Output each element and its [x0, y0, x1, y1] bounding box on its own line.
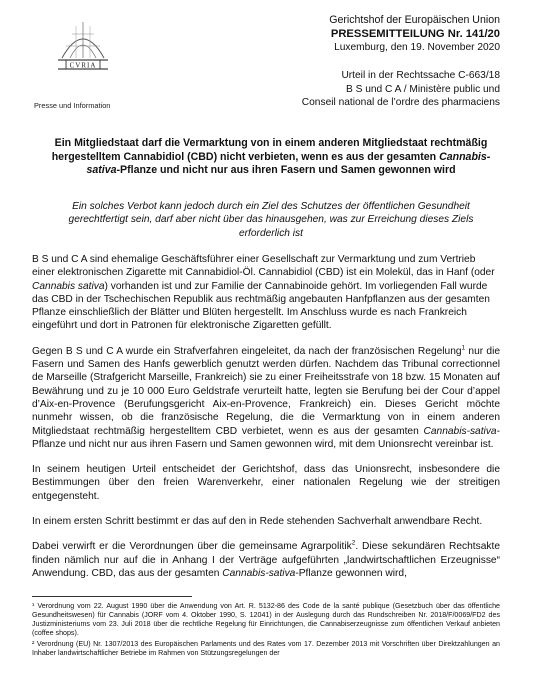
paragraph-2: Gegen B S und C A wurde ein Strafverfahren eingeleitet, da nach der französischen Regelung$^1$ nur die Fasern und Samen des Hanfs gewerblich genutzt werden dürfen. Nachdem das Tribunal correctionnel de Marseille (Strafgericht Marseille, Frankreich) sie zu einer Freiheitsstrafe von 18 bzw. 15 Monaten auf Bewährung und zu je 10 000 Euro Geldstrafe verurteilt hatte, legten sie Berufung bei der Cour d’appel d’Aix-en-Provence (Berufungsgericht Aix-en-Provence, Frankreich) ein. Dieses Gericht möchte nunmehr wissen, ob die französische Regelung, die die Vermarktung von in einem anderen Mitgliedstaat rechtmäßig hergestelltem CBD verbietet, wenn es aus der gesamten Cannabis-sativa-Pflanze und nicht nur aus ihren Fasern und Samen gewonnen wird, mit dem Unionsrecht vereinbar ist. — [32, 344, 500, 450]
headline: Ein Mitgliedstaat darf die Vermarktung von in einem anderen Mitgliedstaat rechtmäßig hergestelltem Cannabidiol (CBD) nicht verbieten, wenn es aus der gesamten Cannabis-sativa-Pflanze und nicht nur aus ihren Fasern und Samen gewonnen wird — [51, 137, 491, 177]
date-line: Luxemburg, den 19. November 2020 — [334, 42, 500, 53]
press-office-label: Presse und Information — [34, 101, 111, 110]
paragraph-3: In seinem heutigen Urteil entscheidet der Gerichtshof, dass das Unionsrecht, insbesondere die Bestimmungen über den freien Warenverkehr, einer nationalen Regelung wie der streitigen entgegensteht. — [32, 464, 500, 502]
footnote-1: ¹ Verordnung vom 22. August 1990 über die Anwendung von Art. R. 5132-86 des Code de la santé publique (Gesetzbuch über das öffentliche Gesundheitswesen) für Cannabis (JORF vom 4. Oktober 1990, S. 12041) in der Auslegung durch das Rundschreiben Nr. 2018/F/0069/FD2 des Justizministeriums vom 23. Juli 2018 über die rechtliche Regelung für Einrichtungen, die Cannabiserzeugnisse zum öffentlichen Verkauf anbieten (coffee shops). — [32, 602, 500, 638]
sub-headline: Ein solches Verbot kann jedoch durch ein Ziel des Schutzes der öffentlichen Gesundheit gerechtfertigt sein, darf aber nicht über das hinausgehen, was zur Erreichung dieses Ziels erforderlich ist — [68, 201, 474, 239]
article-body — [32, 253, 500, 592]
case-line-1: Urteil in der Rechtssache C-663/18 — [341, 70, 500, 81]
case-line-2: B S und C A / Ministère public und — [345, 83, 500, 95]
footnote-divider — [32, 596, 192, 597]
press-header — [329, 13, 500, 55]
case-line-3: Conseil national de l’ordre des pharmaciens — [301, 97, 500, 109]
paragraph-4: In einem ersten Schritt bestimmt er das auf den in Rede stehenden Sachverhalt anwendbare Recht. — [32, 516, 483, 528]
press-release-number: PRESSEMITTEILUNG Nr. 141/20 — [330, 28, 500, 40]
paragraph-1: B S und C A sind ehemalige Geschäftsführer einer Gesellschaft zur Vermarktung und zum Vertrieb einer elektronischen Zigarette mit Cannabidiol-Öl. Cannabidiol (CBD) ist ein Molekül, das in Hanf (oder Cannabis sativa) vorhanden ist und zur Familie der Cannabinoide gehört. Im vorliegenden Fall wurde das CBD in der Tschechischen Republik aus rechtmäßig angebauten Hanfpflanzen aus der gesamten Pflanze einschließlich der Blätter und Blüten hergestellt. Im Anschluss wurde es nach Frankreich eingeführt und dort in Patronen für elektronische Zigaretten gefüllt. — [32, 254, 495, 332]
svg-text:CVRIA: CVRIA — [69, 61, 97, 70]
court-logo-icon — [52, 14, 114, 80]
footnotes — [32, 602, 500, 661]
footnote-ref-2[interactable]: 2 — [351, 539, 356, 547]
case-reference — [170, 69, 500, 110]
footnote-2: ² Verordnung (EU) Nr. 1307/2013 des Europäischen Parlaments und des Rates vom 17. Dezember 2013 mit Vorschriften über Direktzahlungen an Inhaber landwirtschaftlicher Betriebe im Rahmen von Stützungsregelungen der — [32, 640, 500, 658]
paragraph-5: Dabei verwirft er die Verordnungen über die gemeinsame Agrarpolitik$^2$. Diese sekundären Rechtsakte finden nämlich nur auf die in Anhang I der Verträge aufgeführten „landwirtschaftlichen Erzeugnisse“ Anwendung. CBD, das aus der gesamten Cannabis-sativa-Pflanze gewonnen wird, — [32, 539, 500, 579]
footnote-ref-1[interactable]: 1 — [461, 344, 466, 352]
court-name: Gerichtshof der Europäischen Union — [329, 14, 500, 26]
